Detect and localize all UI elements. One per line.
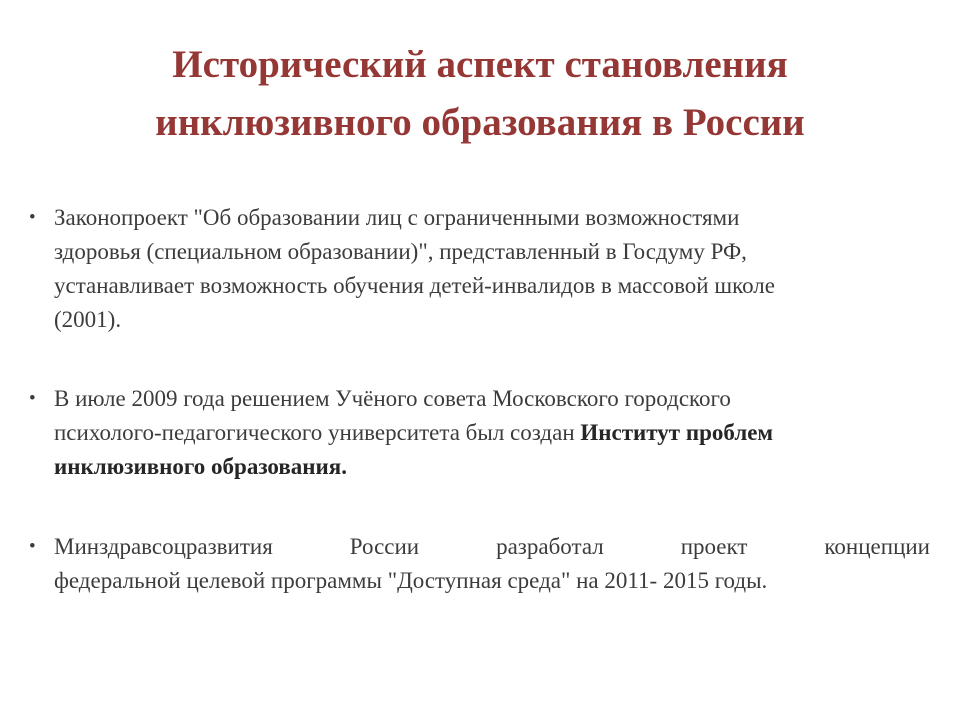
- item-word: проект: [680, 534, 748, 559]
- bullet-item-institute-2009: [29, 382, 930, 484]
- item-text-line: В июле 2009 года решением Учёного совета Московского городского: [54, 386, 731, 411]
- title-line-2: инклюзивного образования в России: [155, 101, 805, 144]
- item-text-plain: психолого-педагогического университета был создан: [54, 420, 581, 445]
- item-word: разработал: [496, 534, 604, 559]
- item-text-line: федеральной целевой программы "Доступная среда" на 2011- 2015 годы.: [54, 568, 768, 593]
- item-word: России: [349, 534, 420, 559]
- item-text-line: устанавливает возможность обучения детей-инвалидов в массовой школе: [54, 273, 775, 298]
- item-text-line: Законопроект "Об образовании лиц с ограниченными возможностями: [54, 205, 740, 230]
- bullet-marker: •: [29, 536, 36, 557]
- item-text-line: здоровья (специальном образовании)", представленный в Госдуму РФ,: [54, 239, 747, 264]
- item-text-line-justified: [54, 530, 930, 564]
- bullet-marker: •: [29, 207, 36, 228]
- bullet-item-accessible-environment: [29, 530, 930, 598]
- bullet-item-bill-2001: [29, 201, 930, 337]
- bullet-marker: •: [29, 388, 36, 409]
- item-text-line: (2001).: [54, 307, 122, 332]
- item-word: Минздравсоцразвития: [54, 534, 273, 559]
- title-line-1: Исторический аспект становления: [172, 43, 788, 86]
- item-text-line: [54, 416, 930, 450]
- institute-name-bold: Институт проблем: [580, 420, 774, 445]
- institute-name-bold: инклюзивного образования.: [54, 454, 347, 479]
- item-word: концепции: [824, 534, 930, 559]
